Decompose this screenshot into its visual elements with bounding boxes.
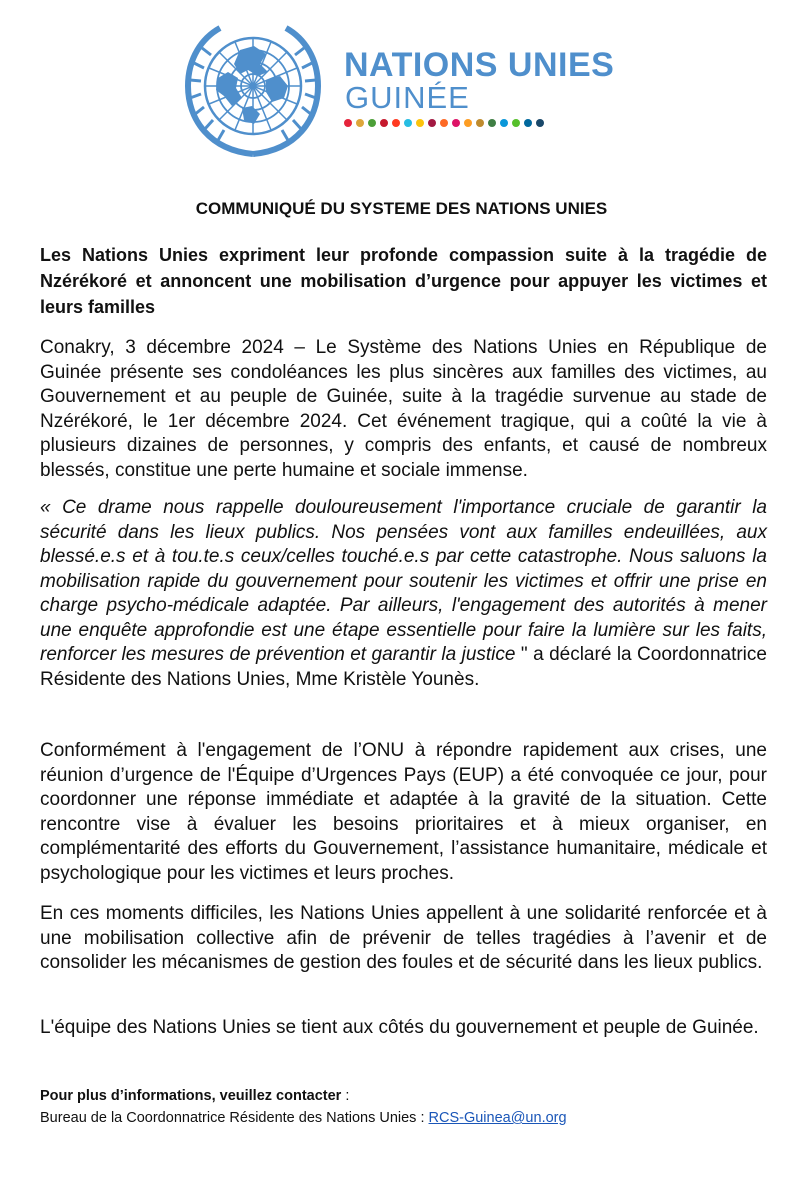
contact-block <box>40 1085 567 1129</box>
sdg-dot <box>428 119 436 127</box>
paragraph-response: Conformément à l'engagement de l’ONU à répondre rapidement aux crises, une réunion d’urgence de l'Équipe d’Urgences Pays (EUP) a été convoquée ce jour, pour coordonner une réponse immédiate et adaptée à la gravité de la situation. Cette rencontre vise à évaluer les besoins prioritaires et à mieux organiser, en complémentarité des efforts du Gouvernement, l’assistance humanitaire, médicale et psychologique pour les victimes et leurs proches. <box>40 740 767 884</box>
org-country: GUINÉE <box>345 80 470 115</box>
sdg-dot <box>488 119 496 127</box>
paragraph-closing: L'équipe des Nations Unies se tient aux côtés du gouvernement et peuple de Guinée. <box>40 1017 759 1038</box>
header-logo-area <box>0 0 803 170</box>
sdg-dot <box>380 119 388 127</box>
sdg-dot <box>404 119 412 127</box>
sdg-dot <box>476 119 484 127</box>
org-name: NATIONS UNIES <box>344 46 615 84</box>
sdg-dot <box>440 119 448 127</box>
paragraph-solidarity: En ces moments difficiles, les Nations Unies appellent à une solidarité renforcée et à une mobilisation collective afin de prévenir de telles tragédies à l’avenir et de consolider les mécanismes de gestion des foules et de sécurité dans les lieux publics. <box>40 903 767 973</box>
sdg-dot <box>368 119 376 127</box>
contact-email-link[interactable]: RCS-Guinea@un.org <box>428 1110 567 1126</box>
quote-text: « Ce drame nous rappelle douloureusement l'importance cruciale de garantir la sécurité dans les lieux publics. Nos pensées vont aux familles endeuillées, aux blessé.e.s et à tou.te.s ceux/celles touché.e.s par cette catastrophe. Nous saluons la mobilisation rapide du gouvernement pour soutenir les victimes et offrir une prise en charge psycho-médicale adaptée. Par ailleurs, l'engagement des autorités à mener une enquête approfondie est une étape essentielle pour faire la lumière sur les faits, renforcer les mesures de prévention et garantir la justice <box>40 497 767 665</box>
sdg-dot <box>512 119 520 127</box>
contact-colon: : <box>341 1088 350 1104</box>
contact-label: Pour plus d’informations, veuillez contacter <box>40 1088 342 1104</box>
sdg-dot <box>452 119 460 127</box>
sdg-dot <box>464 119 472 127</box>
sdg-color-dots <box>344 119 544 129</box>
paragraph-intro: Conakry, 3 décembre 2024 – Le Système des Nations Unies en République de Guinée présente ses condoléances les plus sincères aux familles des victimes, au Gouvernement et au peuple de Guinée, suite à la tragédie survenue au stade de Nzérékoré, le 1er décembre 2024. Cet événement tragique, qui a coûté la vie à plusieurs dizaines de personnes, y compris des enfants, et causé de nombreux blessés, constitue une perte humaine et sociale immense. <box>40 337 767 481</box>
sdg-dot <box>536 119 544 127</box>
sdg-dot <box>392 119 400 127</box>
contact-office: Bureau de la Coordonnatrice Résidente des Nations Unies : <box>40 1110 429 1126</box>
paragraph-quote <box>40 496 767 692</box>
sdg-dot <box>356 119 364 127</box>
sdg-dot <box>524 119 532 127</box>
sdg-dot <box>344 119 352 127</box>
headline: Les Nations Unies expriment leur profonde compassion suite à la tragédie de Nzérékoré et annoncent une mobilisation d’urgence pour appuyer les victimes et leurs familles <box>40 245 767 317</box>
un-emblem-icon <box>180 20 326 160</box>
sdg-dot <box>416 119 424 127</box>
communique-title: COMMUNIQUÉ DU SYSTEME DES NATIONS UNIES <box>195 199 608 218</box>
quote-attribution: " a déclaré la Coordonnatrice Résidente des Nations Unies, Mme Kristèle Younès. <box>40 644 767 690</box>
sdg-dot <box>500 119 508 127</box>
